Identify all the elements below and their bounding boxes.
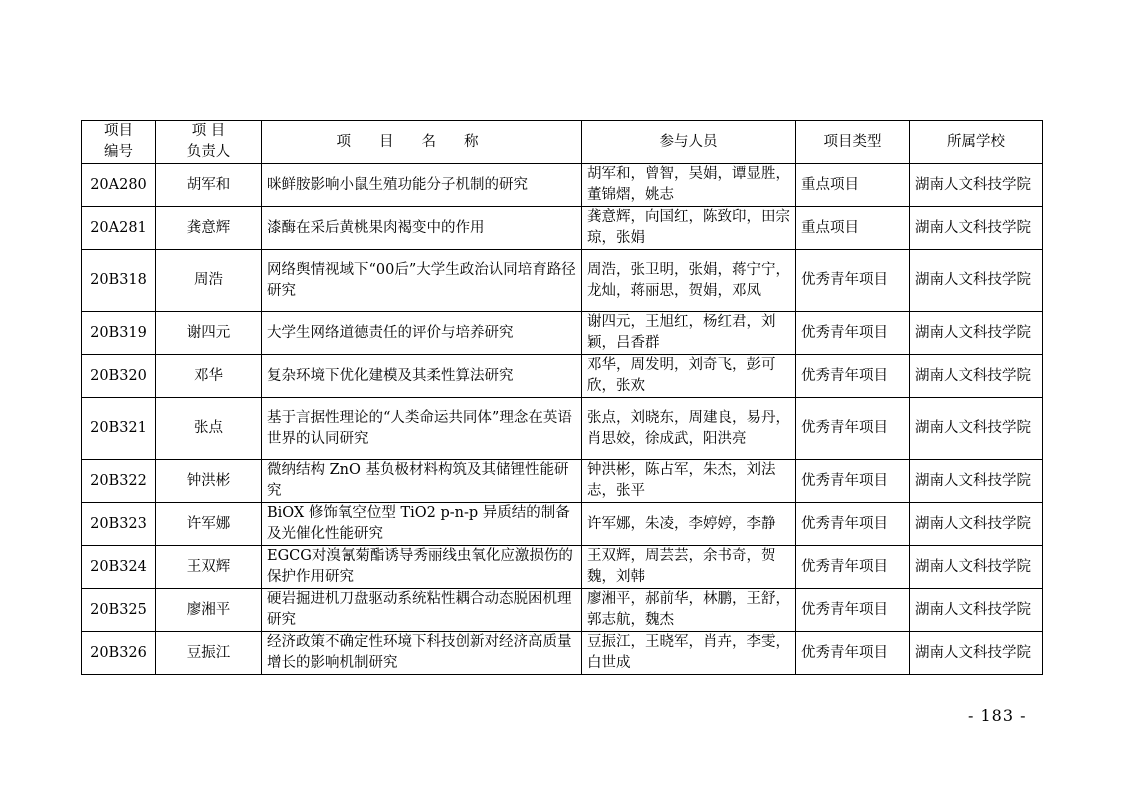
cell-leader: 廖湘平	[156, 589, 262, 632]
cell-members: 钟洪彬，陈占军，朱杰，刘法志，张平	[582, 460, 796, 503]
header-type: 项目类型	[796, 121, 910, 164]
cell-type: 优秀青年项目	[796, 250, 910, 312]
cell-leader: 豆振江	[156, 632, 262, 675]
table-header-row	[82, 121, 1043, 164]
cell-type: 优秀青年项目	[796, 546, 910, 589]
cell-school: 湖南人文科技学院	[910, 546, 1043, 589]
page-number: - 183 -	[968, 706, 1027, 725]
project-table	[81, 120, 1043, 675]
table-row	[82, 164, 1043, 207]
cell-project-id: 20B318	[82, 250, 156, 312]
cell-project-id: 20B319	[82, 312, 156, 355]
cell-members: 张点，刘晓东，周建良，易丹，肖思姣，徐成武，阳洪亮	[582, 398, 796, 460]
header-project-id-line1: 项目	[104, 123, 133, 139]
cell-type: 优秀青年项目	[796, 632, 910, 675]
header-project-id-line2: 编号	[104, 144, 133, 160]
cell-project-name: EGCG对溴氰菊酯诱导秀丽线虫氧化应激损伤的保护作用研究	[262, 546, 582, 589]
cell-leader: 谢四元	[156, 312, 262, 355]
cell-project-id: 20B320	[82, 355, 156, 398]
cell-members: 廖湘平，郝前华，林鹏，王舒，郭志航，魏杰	[582, 589, 796, 632]
cell-type: 优秀青年项目	[796, 355, 910, 398]
cell-members: 许军娜，朱凌，李婷婷，李静	[582, 503, 796, 546]
cell-leader: 钟洪彬	[156, 460, 262, 503]
cell-type: 优秀青年项目	[796, 589, 910, 632]
table-row	[82, 632, 1043, 675]
cell-members: 邓华，周发明，刘奇飞，彭可欣，张欢	[582, 355, 796, 398]
cell-project-name: BiOX 修饰氧空位型 TiO2 p-n-p 异质结的制备及光催化性能研究	[262, 503, 582, 546]
table-row	[82, 546, 1043, 589]
cell-school: 湖南人文科技学院	[910, 250, 1043, 312]
cell-project-name: 硬岩掘进机刀盘驱动系统粘性耦合动态脱困机理研究	[262, 589, 582, 632]
header-leader-line1: 项 目	[191, 123, 226, 139]
cell-type: 优秀青年项目	[796, 312, 910, 355]
cell-type: 重点项目	[796, 164, 910, 207]
table-row	[82, 503, 1043, 546]
cell-project-name: 咪鲜胺影响小鼠生殖功能分子机制的研究	[262, 164, 582, 207]
cell-leader: 许军娜	[156, 503, 262, 546]
cell-school: 湖南人文科技学院	[910, 355, 1043, 398]
cell-project-id: 20B326	[82, 632, 156, 675]
cell-members: 龚意辉，向国红，陈致印，田宗琼，张娟	[582, 207, 796, 250]
cell-project-name: 大学生网络道德责任的评价与培养研究	[262, 312, 582, 355]
cell-project-id: 20A280	[82, 164, 156, 207]
cell-school: 湖南人文科技学院	[910, 503, 1043, 546]
cell-school: 湖南人文科技学院	[910, 398, 1043, 460]
cell-school: 湖南人文科技学院	[910, 312, 1043, 355]
header-leader-line2: 负责人	[186, 144, 231, 160]
table-row	[82, 250, 1043, 312]
cell-project-id: 20B322	[82, 460, 156, 503]
cell-leader: 龚意辉	[156, 207, 262, 250]
table-row	[82, 589, 1043, 632]
cell-leader: 张点	[156, 398, 262, 460]
table-row	[82, 460, 1043, 503]
cell-members: 周浩，张卫明，张娟，蒋宁宁，龙灿，蒋丽思，贺娟，邓凤	[582, 250, 796, 312]
cell-school: 湖南人文科技学院	[910, 460, 1043, 503]
cell-type: 重点项目	[796, 207, 910, 250]
header-project-id	[82, 121, 156, 164]
header-project-name	[262, 121, 582, 164]
cell-project-id: 20B321	[82, 398, 156, 460]
cell-project-name: 微纳结构 ZnO 基负极材料构筑及其储锂性能研究	[262, 460, 582, 503]
cell-project-id: 20B324	[82, 546, 156, 589]
cell-project-name: 漆酶在采后黄桃果肉褐变中的作用	[262, 207, 582, 250]
header-members: 参与人员	[582, 121, 796, 164]
cell-project-name: 经济政策不确定性环境下科技创新对经济高质量增长的影响机制研究	[262, 632, 582, 675]
cell-project-name: 基于言据性理论的“人类命运共同体”理念在英语世界的认同研究	[262, 398, 582, 460]
cell-project-name: 网络舆情视域下“00后”大学生政治认同培育路径研究	[262, 250, 582, 312]
cell-type: 优秀青年项目	[796, 398, 910, 460]
cell-members: 豆振江，王晓军，肖卉，李雯，白世成	[582, 632, 796, 675]
cell-project-name: 复杂环境下优化建模及其柔性算法研究	[262, 355, 582, 398]
cell-school: 湖南人文科技学院	[910, 207, 1043, 250]
cell-school: 湖南人文科技学院	[910, 632, 1043, 675]
table-row	[82, 312, 1043, 355]
table-row	[82, 207, 1043, 250]
cell-type: 优秀青年项目	[796, 460, 910, 503]
cell-members: 王双辉，周芸芸，余书奇，贺魏，刘韩	[582, 546, 796, 589]
cell-type: 优秀青年项目	[796, 503, 910, 546]
table-row	[82, 355, 1043, 398]
cell-project-id: 20B323	[82, 503, 156, 546]
cell-members: 胡军和，曾智，吴娟，谭显胜，董锦熠，姚志	[582, 164, 796, 207]
header-leader	[156, 121, 262, 164]
header-school: 所属学校	[910, 121, 1043, 164]
header-project-name-text: 项目名称	[336, 133, 507, 150]
cell-leader: 王双辉	[156, 546, 262, 589]
cell-school: 湖南人文科技学院	[910, 164, 1043, 207]
cell-leader: 周浩	[156, 250, 262, 312]
cell-project-id: 20B325	[82, 589, 156, 632]
cell-school: 湖南人文科技学院	[910, 589, 1043, 632]
table-row	[82, 398, 1043, 460]
cell-leader: 胡军和	[156, 164, 262, 207]
cell-members: 谢四元，王旭红，杨红君，刘颖，吕香群	[582, 312, 796, 355]
cell-leader: 邓华	[156, 355, 262, 398]
cell-project-id: 20A281	[82, 207, 156, 250]
